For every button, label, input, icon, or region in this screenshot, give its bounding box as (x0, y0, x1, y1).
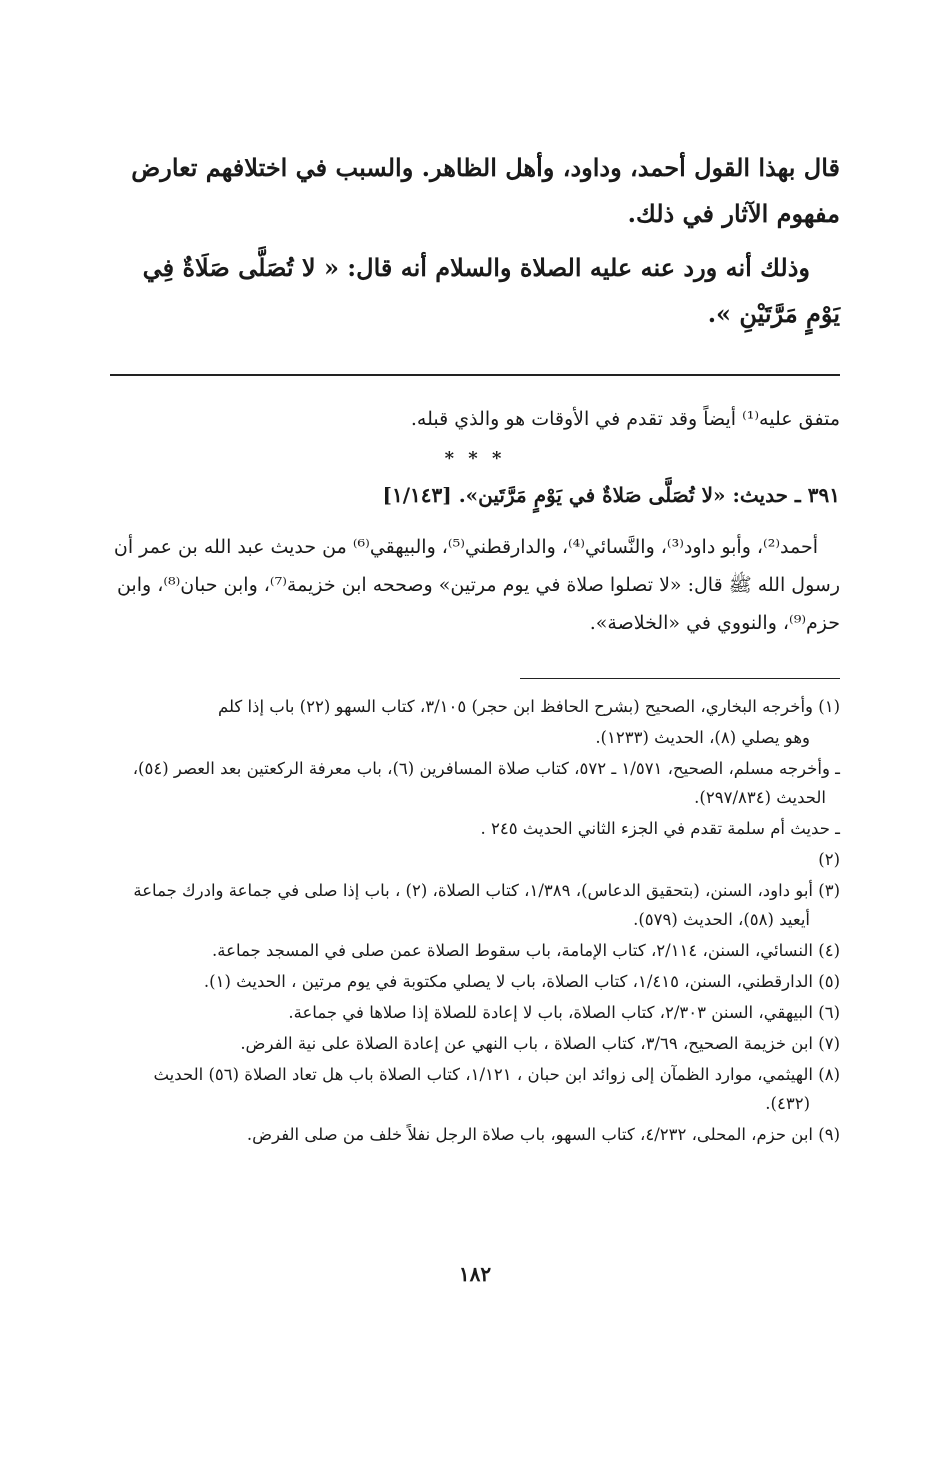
main-paragraph-2: وذلك أنه ورد عنه عليه الصلاة والسلام أنه قال: « لا تُصَلَّى صَلَاةٌ فِي يَوْمٍ مَرَّتَيْنِ ». (142, 253, 840, 328)
main-paragraph-1: قال بهذا القول أحمد، وداود، وأهل الظاهر. والسبب في اختلافهم تعارض مفهوم الآثار في ذلك. (131, 153, 840, 228)
commentary-note: متفق عليه⁽¹⁾ أيضاً وقد تقدم في الأوقات هو والذي قبله. (410, 408, 840, 430)
footnote-1-umm-salama: ـ حديث أم سلمة تقدم في الجزء الثاني الحديث ٢٤٥ . (480, 819, 840, 838)
divider-rule (110, 374, 840, 376)
footnote-6: (٦) البيهقي، السنن ٢/٣٠٣، كتاب الصلاة، باب لا إعادة للصلاة إذا صلاها في جماعة. (288, 1003, 840, 1022)
footnote-4: (٤) النسائي، السنن، ٢/١١٤، كتاب الإمامة، باب سقوط الصلاة عمن صلى في المسجد جماعة. (212, 941, 840, 960)
section-separator: * * * (444, 448, 506, 469)
hadith-title: ٣٩١ ـ حديث: «لا تُصَلَّى صَلاةٌ في يَوْمٍ مَرَّتَين». [١/١٤٣] (382, 483, 840, 507)
page-number: ١٨٢ (458, 1262, 492, 1286)
footnote-1-continued: وهو يصلي (٨)، الحديث (١٢٣٣). (595, 728, 810, 747)
commentary-section (110, 400, 840, 642)
footnote-1-muslim: ـ وأخرجه مسلم، الصحيح، ١/٥٧١ ـ ٥٧٢، كتاب صلاة المسافرين (٦)، باب معرفة الركعتين بعد العصر (٥٤)، الحديث (٢٩٧/٨٣٤). (132, 759, 840, 807)
footnote-3: (٣) أبو داود، السنن، (بتحقيق الدعاس)، ١/٣٨٩، كتاب الصلاة، (٢) ، باب إذا صلى في جماعة وادرك جماعة أيعيد (٥٨)، الحديث (٥٧٩). (133, 881, 840, 929)
footnotes (110, 692, 840, 1151)
footnote-rule (520, 678, 840, 679)
hadith-body: أحمد⁽²⁾، وأبو داود⁽³⁾، والنَّسائي⁽⁴⁾، والدارقطني⁽⁵⁾، والبيهقي⁽⁶⁾ من حديث عبد الله بن عمر أن رسول الله ﷺ قال: «لا تصلوا صلاة في يوم مرتين» وصححه ابن خزيمة⁽⁷⁾، وابن حبان⁽⁸⁾، وابن حزم⁽⁹⁾، والنووي في «الخلاصة». (113, 536, 840, 634)
footnote-5: (٥) الدارقطني، السنن، ١/٤١٥، كتاب الصلاة، باب لا يصلي مكتوبة في يوم مرتين ، الحديث (١). (203, 972, 840, 991)
footnote-2: (٢) (818, 850, 840, 869)
footnote-9: (٩) ابن حزم، المحلى، ٤/٢٣٢، كتاب السهو، باب صلاة الرجل نفلاً خلف من صلى الفرض. (246, 1125, 840, 1144)
footnote-8: (٨) الهيثمي، موارد الظمآن إلى زوائد ابن حبان ، ١/١٢١، كتاب الصلاة باب هل تعاد الصلاة (٥٦) الحديث (٤٣٢). (153, 1065, 840, 1113)
footnote-1: (١) وأخرجه البخاري، الصحيح (بشرح الحافظ ابن حجر) ٣/١٠٥، كتاب السهو (٢٢) باب إذا كلم (217, 697, 840, 716)
main-text (110, 145, 840, 337)
footnote-7: (٧) ابن خزيمة الصحيح، ٣/٦٩، كتاب الصلاة ، باب النهي عن إعادة الصلاة على نية الفرض. (240, 1034, 840, 1053)
